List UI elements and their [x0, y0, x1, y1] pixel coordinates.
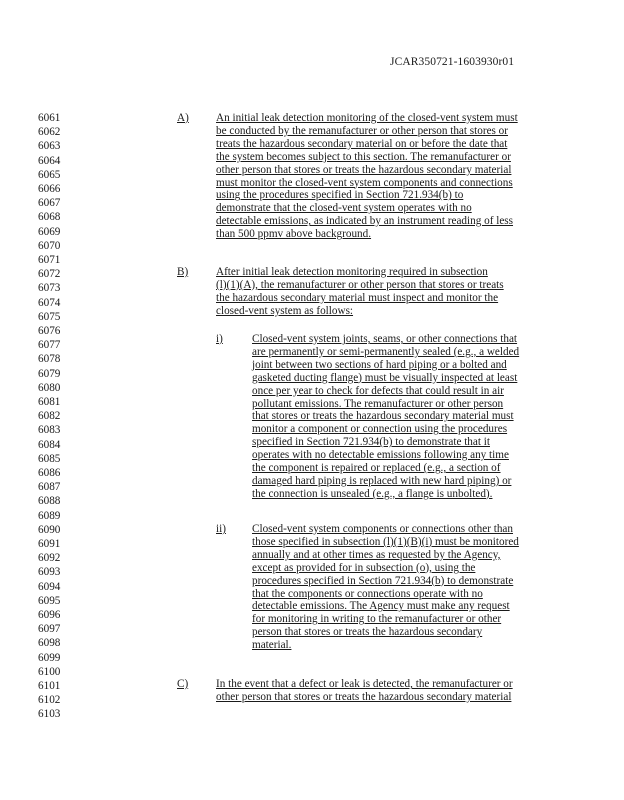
- line-number: 6087: [38, 481, 61, 494]
- text-line: procedures specified in Section 721.934(b) to demonstrate: [252, 574, 514, 587]
- text-line: than 500 ppmv above background.: [216, 228, 372, 241]
- line-number: 6092: [38, 552, 61, 565]
- line-number: 6099: [38, 651, 61, 664]
- line-number: 6090: [38, 523, 61, 536]
- text-line: that the components or connections operate with no: [252, 587, 483, 600]
- line-number: 6102: [38, 694, 61, 707]
- text-line: are permanently or semi-permanently sealed (e.g., a welded: [252, 345, 520, 358]
- text-line: (l)(1)(A), the remanufacturer or other person that stores or treats: [216, 278, 504, 291]
- document-id-header: JCAR350721-1603930r01: [390, 56, 515, 68]
- line-number: 6077: [38, 339, 61, 352]
- line-number: 6088: [38, 495, 61, 508]
- line-number: 6093: [38, 566, 61, 579]
- text-line: pollutant emissions. The remanufacturer or other person: [252, 397, 504, 410]
- text-line: person that stores or treats the hazardous secondary: [252, 626, 483, 639]
- text-line: damaged hard piping is replaced with new hard piping) or: [252, 474, 512, 487]
- line-number: 6095: [38, 594, 61, 607]
- text-line: other person that stores or treats the hazardous secondary material: [216, 163, 512, 176]
- line-number: 6061: [38, 112, 61, 124]
- line-number: 6083: [38, 424, 61, 437]
- line-number: 6084: [38, 438, 61, 451]
- line-number: 6063: [38, 140, 61, 153]
- paragraph-marker-ii: ii): [216, 523, 226, 535]
- text-line: detectable emissions. The Agency must make any request: [252, 600, 510, 613]
- text-line: joint between two sections of hard piping or a bolted and: [252, 358, 507, 371]
- line-number: 6062: [38, 126, 61, 139]
- line-number: 6098: [38, 637, 61, 650]
- text-line: once per year to check for defects that could result in air: [252, 384, 504, 397]
- text-line: material.: [252, 639, 292, 652]
- line-number: 6065: [38, 168, 61, 181]
- text-line: gasketed ducting flange) must be visually inspected at least: [252, 371, 518, 384]
- text-line: other person that stores or treats the hazardous secondary material: [216, 690, 512, 703]
- line-number: 6086: [38, 467, 61, 479]
- text-line: treats the hazardous secondary material on or before the date that: [216, 137, 508, 150]
- text-line: detectable emissions, as indicated by an instrument reading of less: [216, 215, 514, 228]
- text-line: except as provided for in subsection (o), using the: [252, 561, 476, 574]
- line-number: 6076: [38, 325, 61, 337]
- text-line: the hazardous secondary material must inspect and monitor the: [216, 291, 499, 304]
- text-line: using the procedures specified in Section 721.934(b) to: [216, 189, 464, 202]
- line-number: 6101: [38, 680, 61, 692]
- line-number: 6068: [38, 211, 61, 224]
- text-line: closed-vent system as follows:: [216, 304, 354, 317]
- text-line: those specified in subsection (l)(1)(B)(i) must be monitored: [252, 535, 519, 548]
- text-line: Closed-vent system components or connections other than: [252, 523, 513, 535]
- paragraph-marker-b: B): [177, 266, 189, 278]
- line-number: 6094: [38, 580, 61, 593]
- line-number: 6067: [38, 197, 61, 210]
- line-number: 6064: [38, 154, 61, 167]
- text-line: annually and at other times as requested by the Agency,: [252, 548, 501, 561]
- text-line: the component is repaired or replaced (e.g., a section of: [252, 462, 501, 474]
- text-line: operates with no detectable emissions following any time: [252, 449, 509, 462]
- text-line: After initial leak detection monitoring required in subsection: [216, 266, 488, 278]
- line-number: 6075: [38, 310, 61, 323]
- text-line: the connection is unsealed (e.g., a flange is unbolted).: [252, 487, 493, 500]
- text-line: monitor a component or connection using the procedures: [252, 423, 508, 436]
- line-number: 6082: [38, 410, 61, 423]
- text-line: demonstrate that the closed-vent system operates with no: [216, 202, 472, 215]
- text-line: In the event that a defect or leak is detected, the remanufacturer or: [216, 678, 513, 690]
- line-number: 6074: [38, 296, 61, 309]
- line-number: 6071: [38, 254, 61, 266]
- line-number: 6066: [38, 183, 61, 195]
- line-number: 6096: [38, 609, 61, 621]
- line-number: 6097: [38, 623, 61, 636]
- line-number: 6072: [38, 268, 61, 281]
- paragraph-marker-i: i): [216, 333, 223, 345]
- line-number: 6079: [38, 367, 61, 380]
- text-line: be conducted by the remanufacturer or other person that stores or: [216, 124, 509, 137]
- text-line: for monitoring in writing to the remanufacturer or other: [252, 613, 502, 626]
- text-line: must monitor the closed-vent system components and connections: [216, 176, 513, 189]
- line-number: 6080: [38, 381, 61, 394]
- line-number: 6078: [38, 353, 61, 366]
- line-number: 6091: [38, 538, 61, 550]
- line-number: 6070: [38, 239, 61, 252]
- line-number: 6069: [38, 225, 61, 238]
- text-line: specified in Section 721.934(b) to demonstrate that it: [252, 436, 490, 449]
- line-number: 6081: [38, 396, 61, 408]
- text-line: that stores or treats the hazardous secondary material must: [252, 410, 514, 423]
- line-number: 6085: [38, 452, 61, 465]
- text-line: the system becomes subject to this section. The remanufacturer or: [216, 150, 511, 163]
- paragraph-marker-a: A): [177, 112, 189, 124]
- line-number: 6089: [38, 509, 61, 522]
- line-number: 6103: [38, 708, 61, 721]
- text-line: An initial leak detection monitoring of the closed-vent system must: [216, 112, 518, 124]
- paragraph-marker-c: C): [177, 678, 189, 690]
- line-number: 6073: [38, 282, 61, 295]
- line-number: 6100: [38, 665, 61, 678]
- text-line: Closed-vent system joints, seams, or other connections that: [252, 333, 518, 345]
